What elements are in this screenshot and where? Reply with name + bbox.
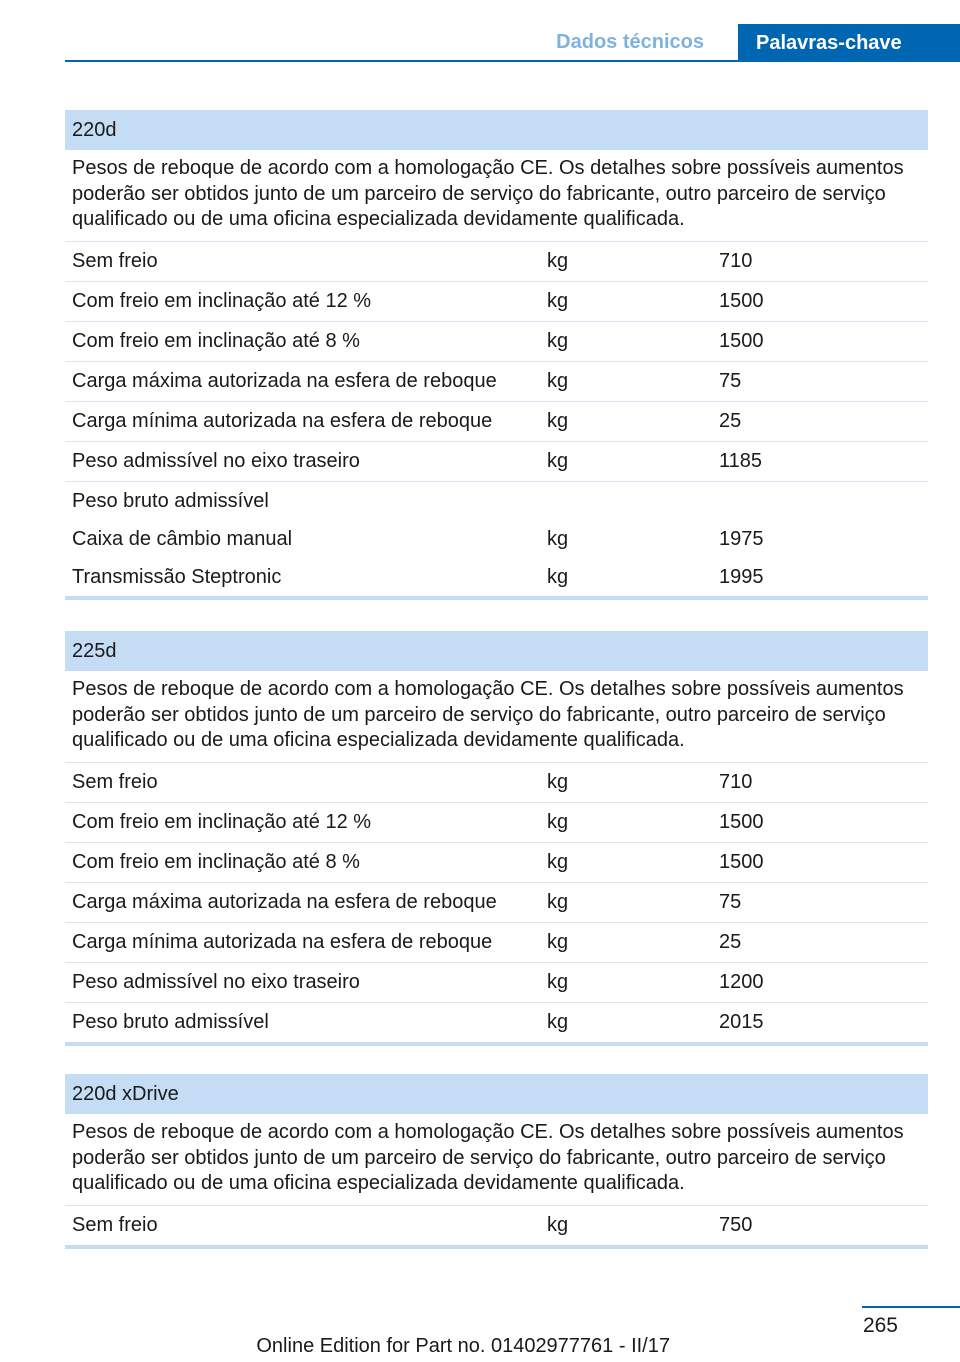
row-unit: kg bbox=[547, 527, 569, 550]
row-label: Transmissão Steptronic bbox=[72, 565, 282, 588]
row-value: 75 bbox=[719, 369, 742, 392]
tab-palavras-chave[interactable]: Palavras-chave bbox=[738, 24, 960, 62]
row-value: 75 bbox=[719, 890, 742, 913]
row-unit: kg bbox=[547, 409, 569, 432]
row-value: 1500 bbox=[719, 810, 764, 833]
table-row bbox=[65, 242, 928, 282]
row-value: 25 bbox=[719, 930, 742, 953]
row-value: 1995 bbox=[719, 565, 764, 588]
header-nav bbox=[0, 0, 960, 62]
table-row bbox=[65, 442, 928, 482]
table-end-rule bbox=[65, 1042, 928, 1046]
row-unit: kg bbox=[547, 565, 569, 588]
edition-note: Online Edition for Part no. 01402977761 - II/17 bbox=[256, 1335, 670, 1357]
table-row bbox=[65, 843, 928, 883]
row-value: 1500 bbox=[719, 289, 764, 312]
table-title: 225d bbox=[65, 631, 928, 671]
header-divider bbox=[65, 60, 960, 62]
table-title: 220d xDrive bbox=[65, 1074, 928, 1114]
row-label: Caixa de câmbio manual bbox=[72, 527, 293, 550]
row-label: Carga máxima autorizada na esfera de reboque bbox=[72, 890, 497, 913]
page-number: 265 bbox=[862, 1314, 898, 1337]
row-unit: kg bbox=[547, 970, 569, 993]
table-row bbox=[65, 963, 928, 1003]
row-label: Com freio em inclinação até 12 % bbox=[72, 289, 372, 312]
row-unit: kg bbox=[547, 810, 569, 833]
row-unit: kg bbox=[547, 449, 569, 472]
row-unit: kg bbox=[547, 1010, 569, 1033]
row-value: 1500 bbox=[719, 850, 764, 873]
row-label: Com freio em inclinação até 8 % bbox=[72, 329, 360, 352]
row-unit: kg bbox=[547, 369, 569, 392]
table-row bbox=[65, 803, 928, 843]
row-unit: kg bbox=[547, 930, 569, 953]
page-number-rule bbox=[862, 1306, 960, 1308]
table-note: Pesos de reboque de acordo com a homologação CE. Os detalhes sobre possíveis aumentos poderão ser obtidos junto de um parceiro de serviço do fabricante, outro parceiro de serviço qualificado ou de uma oficina especializada devidamente qualificada. bbox=[65, 1114, 928, 1206]
row-label: Peso admissível no eixo traseiro bbox=[72, 449, 360, 472]
table-row bbox=[65, 1003, 928, 1042]
row-value: 1500 bbox=[719, 329, 764, 352]
row-value: 710 bbox=[719, 249, 753, 272]
row-label: Sem freio bbox=[72, 249, 158, 272]
table-row bbox=[65, 883, 928, 923]
spec-table-220d bbox=[65, 110, 928, 600]
row-label: Sem freio bbox=[72, 770, 158, 793]
spec-table-225d bbox=[65, 631, 928, 1046]
table-note: Pesos de reboque de acordo com a homologação CE. Os detalhes sobre possíveis aumentos poderão ser obtidos junto de um parceiro de serviço do fabricante, outro parceiro de serviço qualificado ou de uma oficina especializada devidamente qualificada. bbox=[65, 150, 928, 242]
row-label: Peso bruto admissível bbox=[72, 1010, 269, 1033]
table-row bbox=[65, 1206, 928, 1245]
row-label: Carga mínima autorizada na esfera de reboque bbox=[72, 409, 493, 432]
row-unit: kg bbox=[547, 249, 569, 272]
table-row bbox=[65, 282, 928, 322]
row-unit: kg bbox=[547, 1213, 569, 1236]
row-label: Carga máxima autorizada na esfera de reboque bbox=[72, 369, 497, 392]
table-end-rule bbox=[65, 596, 928, 600]
row-unit: kg bbox=[547, 770, 569, 793]
row-unit: kg bbox=[547, 329, 569, 352]
row-value: 1975 bbox=[719, 527, 764, 550]
row-unit: kg bbox=[547, 890, 569, 913]
table-row bbox=[65, 558, 928, 596]
row-label: Sem freio bbox=[72, 1213, 158, 1236]
spec-table-220d-xdrive bbox=[65, 1074, 928, 1249]
row-value: 1200 bbox=[719, 970, 764, 993]
table-title: 220d bbox=[65, 110, 928, 150]
row-value: 750 bbox=[719, 1213, 753, 1236]
row-unit: kg bbox=[547, 289, 569, 312]
row-value: 25 bbox=[719, 409, 742, 432]
table-row bbox=[65, 322, 928, 362]
tab-dados-tecnicos[interactable]: Dados técnicos bbox=[556, 31, 704, 53]
row-value: 1185 bbox=[719, 449, 763, 472]
row-unit: kg bbox=[547, 850, 569, 873]
row-label: Carga mínima autorizada na esfera de reboque bbox=[72, 930, 493, 953]
row-label: Com freio em inclinação até 8 % bbox=[72, 850, 360, 873]
table-note: Pesos de reboque de acordo com a homologação CE. Os detalhes sobre possíveis aumentos poderão ser obtidos junto de um parceiro de serviço do fabricante, outro parceiro de serviço qualificado ou de uma oficina especializada devidamente qualificada. bbox=[65, 671, 928, 763]
table-row bbox=[65, 402, 928, 442]
table-group-header bbox=[65, 482, 928, 520]
group-label: Peso bruto admissível bbox=[72, 489, 269, 512]
page-footer bbox=[0, 1300, 960, 1362]
table-end-rule bbox=[65, 1245, 928, 1249]
table-row bbox=[65, 763, 928, 803]
row-label: Peso admissível no eixo traseiro bbox=[72, 970, 360, 993]
row-value: 710 bbox=[719, 770, 753, 793]
table-row bbox=[65, 362, 928, 402]
table-row bbox=[65, 520, 928, 558]
table-row bbox=[65, 923, 928, 963]
row-value: 2015 bbox=[719, 1010, 764, 1033]
row-label: Com freio em inclinação até 12 % bbox=[72, 810, 372, 833]
